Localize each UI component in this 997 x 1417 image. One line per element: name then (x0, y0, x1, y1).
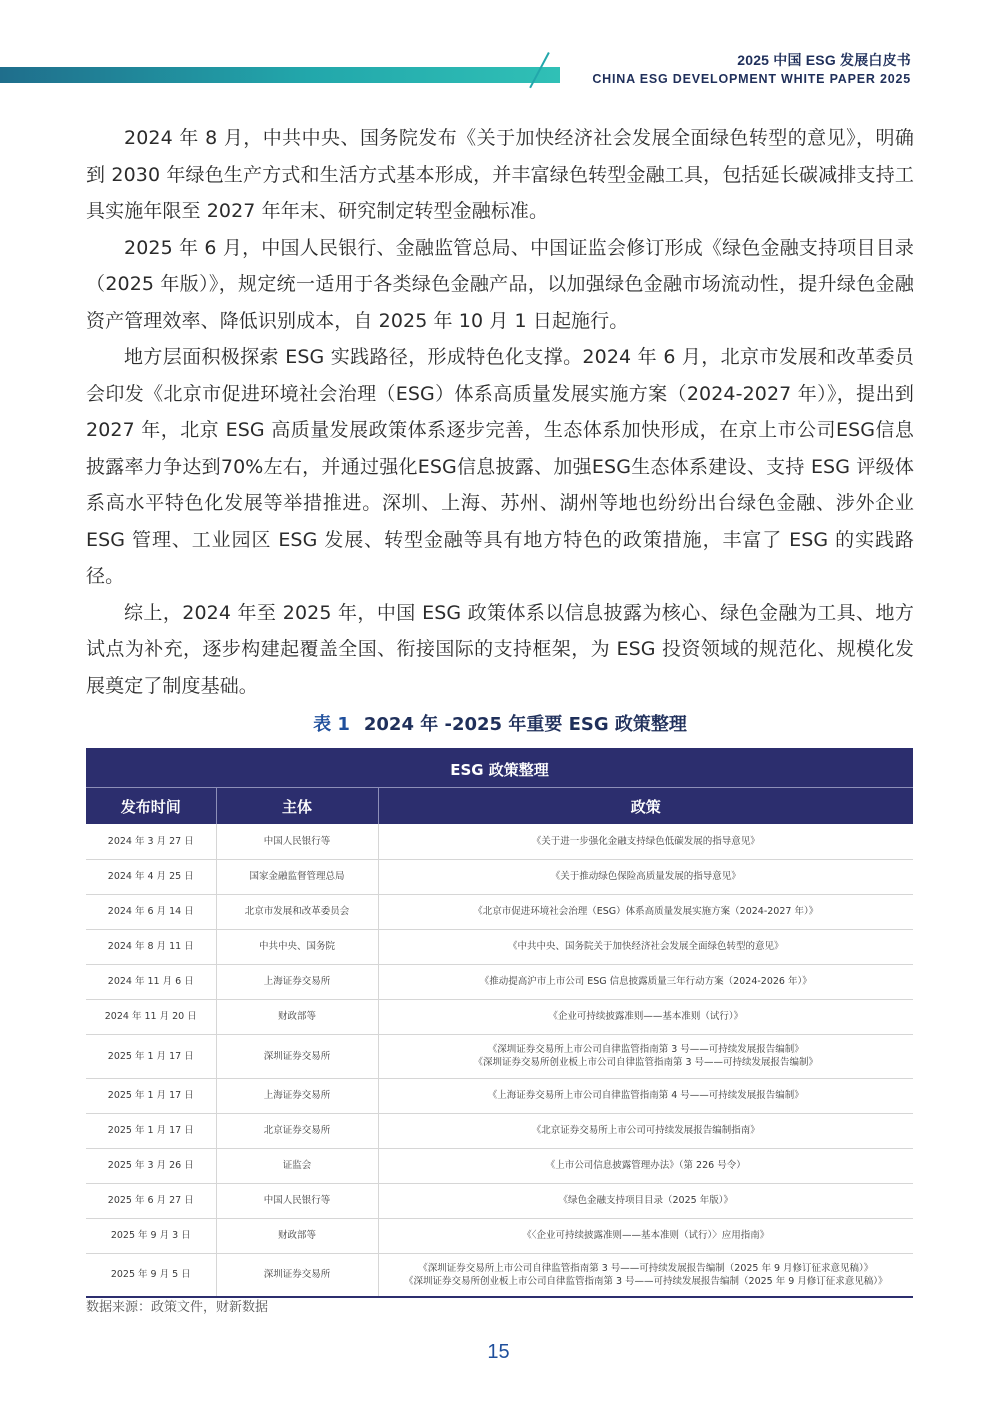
cell-date: 2025 年 9 月 3 日 (86, 1218, 216, 1253)
column-header-policy: 政策 (378, 788, 913, 825)
cell-org: 财政部等 (216, 1218, 378, 1253)
table-row (86, 1113, 913, 1148)
cell-org: 北京市发展和改革委员会 (216, 894, 378, 929)
cell-date: 2025 年 3 月 26 日 (86, 1148, 216, 1183)
cell-policy (378, 929, 913, 964)
table-caption-title: 2024 年 -2025 年重要 ESG 政策整理 (363, 714, 687, 735)
paragraph-3: 地方层面积极探索 ESG 实践路径，形成特色化支撑。2024 年 6 月，北京市发展和改革委员会印发《北京市促进环境社会治理（ESG）体系高质量发展实施方案（2024-2027 年）》，提出到 2027 年，北京 ESG 高质量发展政策体系逐步完善，生态体系加快形成，在京上市公司ESG信息披露率力争达到70%左右，并通过强化ESG信息披露、加强ESG生态体系建设、支持 ESG 评级体系高水平特色化发展等举措推进。深圳、上海、苏州、湖州等地也纷纷出台绿色金融、涉外企业 ESG 管理、工业园区 ESG 发展、转型金融等具有地方特色的政策措施，丰富了 ESG 的实践路径。 (86, 346, 914, 587)
table-row (86, 824, 913, 859)
cell-org: 上海证券交易所 (216, 1078, 378, 1113)
policy-line: 《北京市促进环境社会治理（ESG）体系高质量发展实施方案（2024-2027 年）》 (473, 906, 819, 917)
cell-org: 上海证券交易所 (216, 964, 378, 999)
cell-policy (378, 824, 913, 859)
paragraph-1: 2024 年 8 月，中共中央、国务院发布《关于加快经济社会发展全面绿色转型的意见》，明确到 2030 年绿色生产方式和生活方式基本形成，并丰富绿色转型金融工具，包括延长碳减排支持工具实施年限至 2027 年年末、研究制定转型金融标准。 (86, 127, 914, 222)
paragraph-4: 综上，2024 年至 2025 年，中国 ESG 政策体系以信息披露为核心、绿色金融为工具、地方试点为补充，逐步构建起覆盖全国、衔接国际的支持框架，为 ESG 投资领域的规范化、规模化发展奠定了制度基础。 (86, 601, 914, 697)
cell-org: 深圳证券交易所 (216, 1253, 378, 1297)
policy-line: 《中共中央、国务院关于加快经济社会发展全面绿色转型的意见》 (507, 941, 784, 952)
cell-org: 证监会 (216, 1148, 378, 1183)
table-row (86, 859, 913, 894)
table-row (86, 999, 913, 1034)
cell-policy (378, 894, 913, 929)
cell-date: 2025 年 9 月 5 日 (86, 1253, 216, 1297)
table-row (86, 1148, 913, 1183)
cell-org: 国家金融监督管理总局 (216, 859, 378, 894)
cell-org: 中共中央、国务院 (216, 929, 378, 964)
policy-line: 《深圳证券交易所上市公司自律监管指南第 3 号——可持续发展报告编制》 (487, 1044, 804, 1055)
cell-date: 2024 年 11 月 20 日 (86, 999, 216, 1034)
cell-policy (378, 1078, 913, 1113)
table-row (86, 1253, 913, 1297)
policy-line: 《深圳证券交易所创业板上市公司自律监管指南第 3 号——可持续发展报告编制》 (473, 1057, 819, 1068)
cell-date: 2025 年 1 月 17 日 (86, 1113, 216, 1148)
table-row (86, 929, 913, 964)
cell-policy (378, 1113, 913, 1148)
table-row (86, 964, 913, 999)
policy-line: 《上市公司信息披露管理办法》（第 226 号令） (545, 1160, 746, 1171)
cell-policy (378, 1148, 913, 1183)
cell-date: 2024 年 8 月 11 日 (86, 929, 216, 964)
column-header-org: 主体 (216, 788, 378, 825)
policy-line: 《北京证券交易所上市公司可持续发展报告编制指南》 (531, 1125, 760, 1136)
cell-policy (378, 1034, 913, 1078)
policy-line: 《深圳证券交易所创业板上市公司自律监管指南第 3 号——可持续发展报告编制（2025 年 9 月修订征求意见稿）》 (403, 1275, 888, 1287)
table-row (86, 1034, 913, 1078)
cell-org: 财政部等 (216, 999, 378, 1034)
policy-line: 《绿色金融支持项目目录（2025 年版）》 (558, 1195, 733, 1206)
cell-policy (378, 1253, 913, 1297)
cell-date: 2024 年 11 月 6 日 (86, 964, 216, 999)
cell-org: 中国人民银行等 (216, 1183, 378, 1218)
cell-date: 2025 年 6 月 27 日 (86, 1183, 216, 1218)
table-row (86, 1218, 913, 1253)
table-row (86, 1183, 913, 1218)
cell-date: 2025 年 1 月 17 日 (86, 1034, 216, 1078)
cell-date: 2024 年 6 月 14 日 (86, 894, 216, 929)
source-note: 数据来源：政策文件，财新数据 (86, 1300, 269, 1315)
policy-line: 《上海证券交易所上市公司自律监管指南第 4 号——可持续发展报告编制》 (487, 1090, 804, 1101)
table-row (86, 1078, 913, 1113)
header-title: 2025 中国 ESG 发展白皮书 (737, 52, 911, 68)
cell-date: 2025 年 1 月 17 日 (86, 1078, 216, 1113)
policy-line: 《深圳证券交易所上市公司自律监管指南第 3 号——可持续发展报告编制（2025 年 9 月修订征求意见稿）》 (418, 1262, 874, 1274)
policy-line: 《关于推动绿色保险高质量发展的指导意见》 (550, 871, 741, 882)
table-row (86, 894, 913, 929)
cell-org: 中国人民银行等 (216, 824, 378, 859)
policy-table (86, 748, 913, 1298)
page-number: 15 (487, 1341, 510, 1363)
body-text (86, 120, 914, 704)
cell-policy (378, 1218, 913, 1253)
policy-line: 《〈企业可持续披露准则——基本准则（试行）〉应用指南》 (522, 1230, 770, 1241)
header-subtitle: CHINA ESG DEVELOPMENT WHITE PAPER 2025 (592, 72, 911, 86)
cell-policy (378, 1183, 913, 1218)
cell-policy (378, 859, 913, 894)
table-caption-number: 表 1 (313, 714, 350, 735)
cell-date: 2024 年 4 月 25 日 (86, 859, 216, 894)
paragraph-2: 2025 年 6 月，中国人民银行、金融监管总局、中国证监会修订形成《绿色金融支持项目目录（2025 年版）》，规定统一适用于各类绿色金融产品，以加强绿色金融市场流动性，提升绿色金融资产管理效率、降低识别成本，自 2025 年 10 月 1 日起施行。 (86, 236, 914, 332)
cell-policy (378, 999, 913, 1034)
cell-date: 2024 年 3 月 27 日 (86, 824, 216, 859)
column-header-date: 发布时间 (86, 788, 216, 825)
header-accent-band (0, 67, 560, 83)
policy-line: 《关于进一步强化金融支持绿色低碳发展的指导意见》 (531, 835, 760, 847)
table-caption (86, 710, 914, 736)
table-super-header: ESG 政策整理 (86, 750, 913, 788)
policy-table-body (86, 824, 913, 1297)
policy-line: 《推动提高沪市上市公司 ESG 信息披露质量三年行动方案（2024-2026 年）》 (479, 976, 812, 987)
cell-org: 北京证券交易所 (216, 1113, 378, 1148)
cell-policy (378, 964, 913, 999)
policy-line: 《企业可持续披露准则——基本准则（试行）》 (548, 1011, 744, 1022)
cell-org: 深圳证券交易所 (216, 1034, 378, 1078)
